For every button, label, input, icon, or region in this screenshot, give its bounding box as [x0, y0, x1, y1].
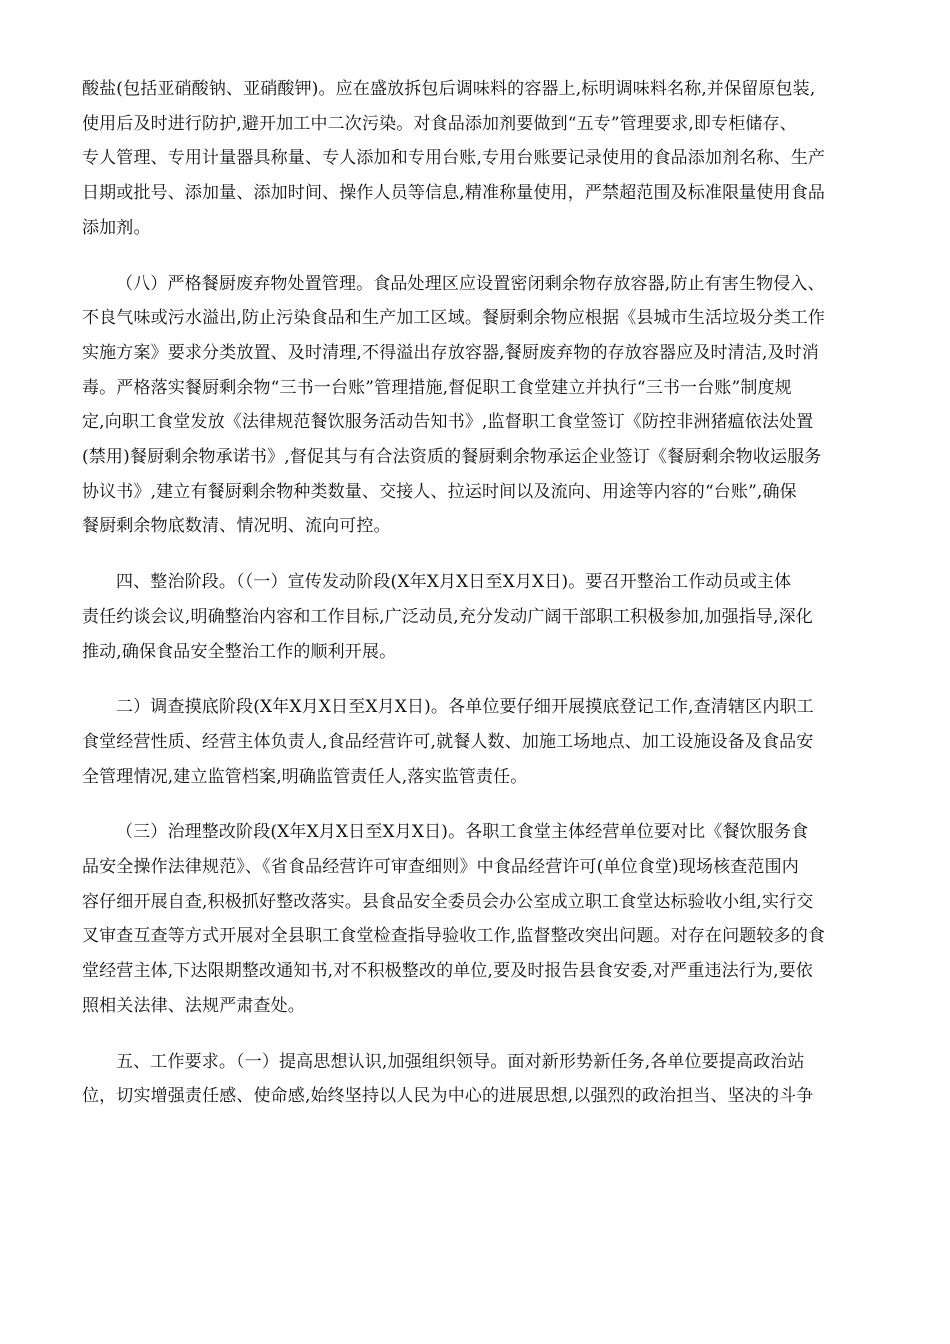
paragraph-stage-publicity [82, 565, 872, 669]
text-line: （三）治理整改阶段(X年X月X日至X月X日)。各职工食堂主体经营单位要对比《餐饮服务食 [116, 822, 809, 843]
text-line: 品安全操作法律规范》、《省食品经营许可审查细则》中食品经营许可(单位食堂)现场核查范围内 [82, 857, 799, 878]
document-page [82, 72, 872, 1135]
text-line: 实施方案》要求分类放置、及时清理,不得溢出存放容器,餐厨废弃物的存放容器应及时清洁,及时消 [82, 342, 819, 363]
text-line: 堂经营主体,下达限期整改通知书,对不积极整改的单位,要及时报告县食安委,对严重违法行为,要依 [82, 961, 813, 982]
text-line: 叉审查互查等方式开展对全县职工食堂检查指导验收工作,监督整改突出问题。对存在问题较多的食 [82, 926, 826, 947]
text-line: 使用后及时进行防护,避开加工中二次污染。对食品添加剂要做到“五专”管理要求,即专柜储存、 [82, 113, 797, 134]
text-line: 照相关法律、法规严肃查处。 [82, 995, 305, 1016]
text-line: 食堂经营性质、经营主体负责人,食品经营许可,就餐人数、加施工场地点、加工设施设备及食品安 [82, 731, 814, 752]
paragraph-stage-rectification [82, 815, 872, 1023]
text-line: 容仔细开展自查,积极抓好整改落实。县食品安全委员会办公室成立职工食堂达标验收小组,实行交 [82, 891, 814, 912]
text-line: 协议书》,建立有餐厨剩余物种类数量、交接人、拉运时间以及流向、用途等内容的“台账”,确保 [82, 481, 797, 502]
text-line: 位，切实增强责任感、使命感,始终坚持以人民为中心的进展思想,以强烈的政治担当、坚决的斗争 [82, 1086, 814, 1107]
text-line: 推动,确保食品安全整治工作的顺利开展。 [82, 641, 397, 662]
text-line: 四、整治阶段。（（一）宣传发动阶段(X年X月X日至X月X日)。要召开整治工作动员或主体 [116, 572, 792, 593]
text-line: 专人管理、专用计量器具称量、专人添加和专用台账,专用台账要记录使用的食品添加剂名称、生产 [82, 148, 826, 169]
text-line: 日期或批号、添加量、添加时间、操作人员等信息,精准称量使用，严禁超范围及标准限量使用食品 [82, 183, 826, 204]
paragraph-food-additives [82, 72, 872, 246]
text-line: 五、工作要求。（一）提高思想认识,加强组织领导。面对新形势新任务,各单位要提高政治站 [116, 1051, 805, 1072]
text-line: (禁用)餐厨剩余物承诺书》,督促其与有合法资质的餐厨剩余物承运企业签订《餐厨剩余物收运服务 [82, 447, 822, 468]
paragraph-work-requirements [82, 1045, 872, 1114]
text-line: 不良气味或污水溢出,防止污染食品和生产加工区域。餐厨剩余物应根据《县城市生活垃圾分类工作 [82, 308, 826, 329]
text-line: 全管理情况,建立监管档案,明确监管责任人,落实监管责任。 [82, 766, 528, 787]
text-line: 餐厨剩余物底数清、情况明、流向可控。 [82, 516, 391, 537]
paragraph-stage-survey [82, 690, 872, 794]
text-line: 二）调查摸底阶段(X年X月X日至X月X日)。各单位要仔细开展摸底登记工作,查清辖区内职工 [116, 697, 814, 718]
text-line: 毒。严格落实餐厨剩余物“三书一台账”管理措施,督促职工食堂建立并执行“三书一台账”制度规 [82, 377, 792, 398]
text-line: 定,向职工食堂发放《法律规范餐饮服务活动告知书》,监督职工食堂签订《防控非洲猪瘟依法处置 [82, 412, 814, 433]
text-line: （八）严格餐厨废弃物处置管理。食品处理区应设置密闭剩余物存放容器,防止有害生物侵入、 [116, 273, 825, 294]
text-line: 添加剂。 [82, 217, 151, 238]
text-line: 责任约谈会议,明确整治内容和工作目标,广泛动员,充分发动广阔干部职工积极参加,加强指导,深化 [82, 606, 813, 627]
paragraph-kitchen-waste [82, 267, 872, 545]
text-line: 酸盐(包括亚硝酸钠、亚硝酸钾)。应在盛放拆包后调味料的容器上,标明调味料名称,并保留原包装, [82, 79, 816, 99]
